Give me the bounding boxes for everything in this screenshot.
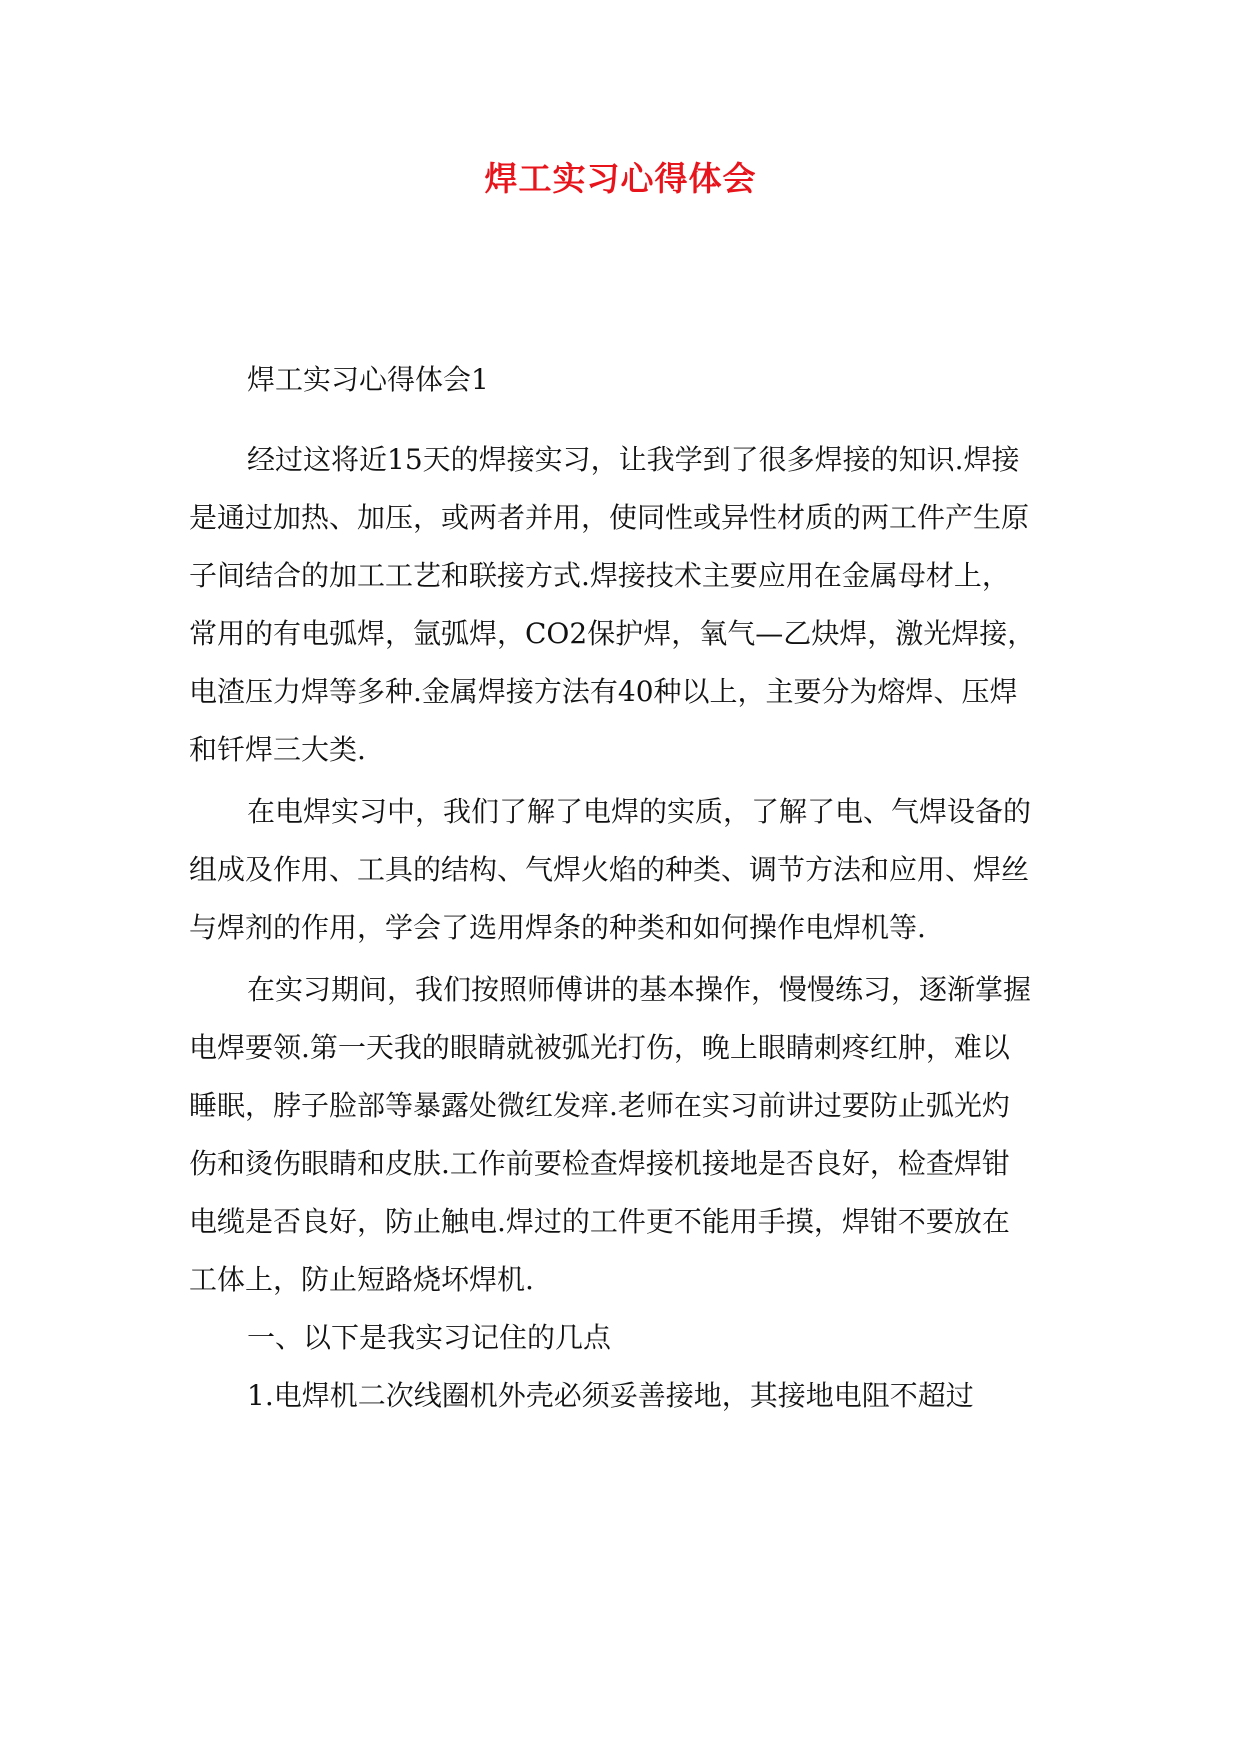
paragraph-line: 子间结合的加工工艺和联接方式.焊接技术主要应用在金属母材上， [189, 559, 1010, 592]
paragraph-line: 与焊剂的作用，学会了选用焊条的种类和如何操作电焊机等. [189, 911, 926, 944]
paragraph-line: 经过这将近15天的焊接实习，让我学到了很多焊接的知识.焊接 [247, 443, 1020, 476]
paragraph-line: 电缆是否良好，防止触电.焊过的工件更不能用手摸，焊钳不要放在 [189, 1205, 1010, 1238]
paragraph-line: 工体上，防止短路烧坏焊机. [189, 1263, 534, 1296]
paragraph-line: 在实习期间，我们按照师傅讲的基本操作，慢慢练习，逐渐掌握 [247, 973, 1032, 1006]
paragraph-line: 电渣压力焊等多种.金属焊接方法有40种以上，主要分为熔焊、压焊 [189, 675, 1018, 708]
paragraph-line: 在电焊实习中，我们了解了电焊的实质，了解了电、气焊设备的 [247, 795, 1032, 828]
paragraph-line: 常用的有电弧焊，氩弧焊，CO2保护焊，氧气—乙炔焊，激光焊接， [189, 617, 1036, 650]
section-heading: 焊工实习心得体会1 [247, 363, 489, 396]
list-item: 1.电焊机二次线圈机外壳必须妥善接地，其接地电阻不超过 [247, 1379, 974, 1412]
paragraph-line: 电焊要领.第一天我的眼睛就被弧光打伤，晚上眼睛刺疼红肿，难以 [189, 1031, 1010, 1064]
paragraph-line: 伤和烫伤眼睛和皮肤.工作前要检查焊接机接地是否良好，检查焊钳 [189, 1147, 1010, 1180]
paragraph-line: 组成及作用、工具的结构、气焊火焰的种类、调节方法和应用、焊丝 [189, 853, 1030, 886]
paragraph-line: 睡眠，脖子脸部等暴露处微红发痒.老师在实习前讲过要防止弧光灼 [189, 1089, 1010, 1122]
paragraph-line: 是通过加热、加压，或两者并用，使同性或异性材质的两工件产生原 [189, 501, 1030, 534]
document-title: 焊工实习心得体会 [484, 159, 757, 198]
paragraph-line: 和钎焊三大类. [189, 733, 366, 766]
list-heading: 一、以下是我实习记住的几点 [247, 1321, 612, 1354]
